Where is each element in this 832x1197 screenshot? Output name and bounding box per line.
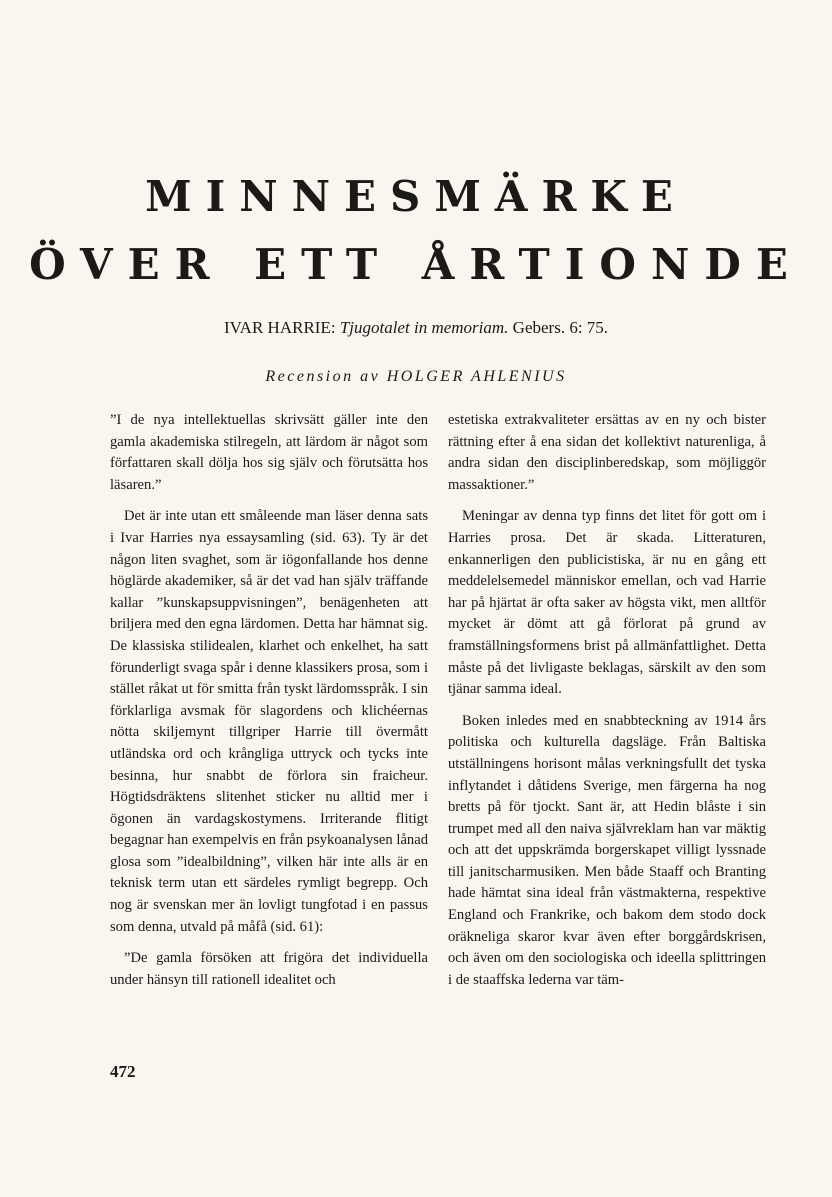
title-line-2: ÖVER ETT ÅRTIONDE [29,240,803,289]
reviewer-line: Recension av HOLGER AHLENIUS [265,368,567,385]
paragraph: Boken inledes med en snabbteckning av 1914 års politiska och kulturella dagsläge. Från Baltiska utställningens horisont målas verkningsfullt det tyska inflytandet i dåtidens Sverige, men färgerna ha nog bretts på för tjockt. Sant är, att Hedin blåste i sin trumpet med all den naiva självreklam han var mäktig och att det uppskrämda borgerskapet villigt lyssnade till janitscharmusiken. Men både Staaff och Branting hade hämtat sina ideal från västmakterna, respektive England och Frankrike, och bakom dem stodo dock oräkneliga skaror kvar även efter borggårdskrisen, och även om den sociologiska och ideella splittringen i de staaffska lederna var täm- [448,712,766,988]
book-byline [0,318,832,338]
paragraph: ”I de nya intellektuellas skrivsätt gäller inte den gamla akademiska stilregeln, att lärdom är något som författaren skall dölja hos sig själv och förutsätta hos läsaren.” [110,412,428,493]
paragraph: Det är inte utan ett småleende man läser denna sats i Ivar Harries nya essaysamling (sid. 63). Ty är det någon liten svaghet, som är iögonfallande hos denne höglärde akademiker, så är det vad han själv träffande kallar ”kunskapsuppvisningen”, benägenheten att briljera med den egna lärdomen. Detta har hämnat sig. De klassiska stilidealen, klarhet och enkelhet, ha satt förunderligt svaga spår i denne klassikers prosa, som i stället råkat ut för smitta från tyskt lärdomsspråk. I sin förklarliga avsmak för slagordens och klichéernas nötta skiljemynt tillgriper Harrie till övermått utländska ord och krångliga uttryck och tycks inte besinna, hur snabbt de förlora sin fraicheur. Högtidsdräktens slitenhet sticker nu alltid mer i ögonen än vardagskostymens. Irriterande flitigt begagnar han exempelvis en från psykoanalysen lånad glosa som ”idealbildning”, vilken här inte alls är en teknisk term utan ett särdeles rymligt begrepp. Och nog är svenskan mer än lovligt tungfotad i en passus som denna, utvald på måfå (sid. 61): [110,508,428,935]
paragraph: Meningar av denna typ finns det litet för gott om i Harries prosa. Det är skada. Litteraturen, enkannerligen den publicistiska, är nu en gång ett meddelelsemedel människor emellan, och vad Harrie har på hjärtat är ofta saker av högsta vikt, men alltför mycket är dömt att gå förlorat på grund av framställningsformens brist på allmänfattlighet. Detta måste på det livligaste beklagas, särskilt av den som tjänar samma ideal. [448,508,766,698]
left-column [110,410,428,1001]
title-line-1: MINNESMÄRKE [145,172,687,221]
byline-book-title-2: in memoriam. [413,318,509,337]
paragraph: estetiska extrakvaliteter ersättas av en ny och bister rättning efter å ena sidan det kollektivt naturenliga, å andra sidan den disciplinberedskap, som möjliggör massaktioner.” [448,412,766,493]
paragraph: ”De gamla försöken att frigöra det individuella under hänsyn till rationell idealitet och [110,950,428,988]
page-number: 472 [110,1062,136,1081]
byline-book-title-1: Tjugotalet [339,318,410,337]
byline-author: IVAR HARRIE: [223,318,336,337]
byline-publisher: Gebers. 6: 75. [512,318,609,337]
right-column [448,410,766,1001]
